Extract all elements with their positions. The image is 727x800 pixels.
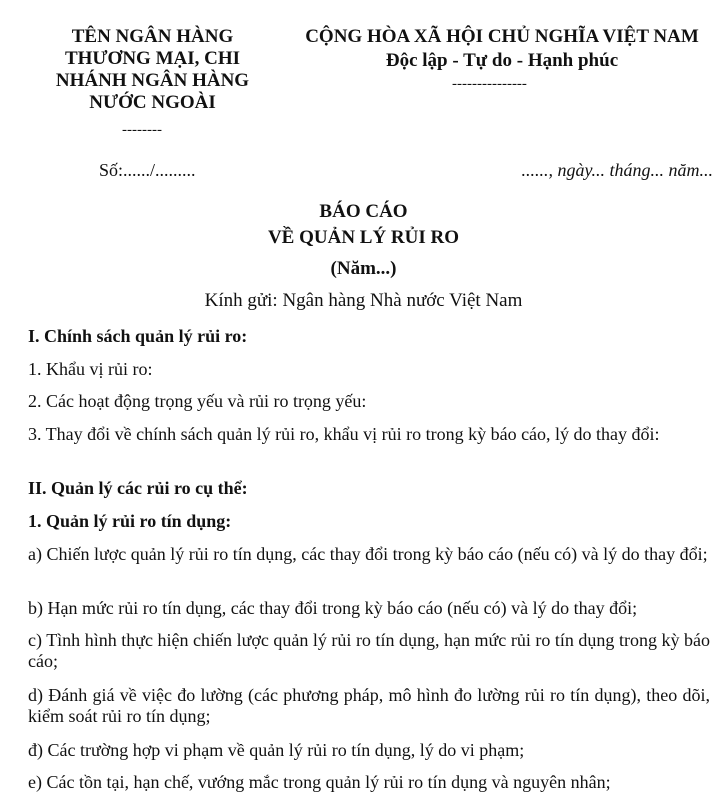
nation-divider: --------------- (452, 76, 527, 92)
paragraph: d) Đánh giá về việc đo lường (các phương pháp, mô hình đo lường rủi ro tín dụng), theo dõi, kiểm soát rủi ro tín dụng; (28, 685, 710, 726)
bank-name-line: NƯỚC NGOÀI (89, 92, 216, 113)
subsection-heading: 1. Quản lý rủi ro tín dụng: (28, 511, 232, 531)
bank-name (40, 26, 265, 114)
document-date: ......, ngày... tháng... năm... (521, 160, 713, 180)
bank-divider: -------- (122, 122, 162, 138)
paragraph: 3. Thay đổi về chính sách quản lý rủi ro, khẩu vị rủi ro trong kỳ báo cáo, lý do thay đổi: (28, 424, 660, 444)
nation-title: CỘNG HÒA XÃ HỘI CHỦ NGHĨA VIỆT NAM (305, 26, 699, 47)
paragraph: b) Hạn mức rủi ro tín dụng, các thay đổi trong kỳ báo cáo (nếu có) và lý do thay đổi; (28, 598, 638, 618)
paragraph: c) Tình hình thực hiện chiến lược quản lý rủi ro tín dụng, hạn mức rủi ro tín dụng trong kỳ báo cáo; (28, 630, 710, 671)
document-number: Số:....../......... (99, 160, 196, 180)
paragraph: 1. Khẩu vị rủi ro: (28, 359, 153, 379)
recipient: Kính gửi: Ngân hàng Nhà nước Việt Nam (204, 290, 523, 311)
bank-name-line: NHÁNH NGÂN HÀNG (55, 70, 250, 91)
report-subtitle: VỀ QUẢN LÝ RỦI RO (267, 227, 460, 248)
paragraph: đ) Các trường hợp vi phạm về quản lý rủi ro tín dụng, lý do vi phạm; (28, 740, 525, 760)
paragraph: a) Chiến lược quản lý rủi ro tín dụng, các thay đổi trong kỳ báo cáo (nếu có) và lý do thay đổi; (28, 544, 708, 564)
section-heading: II. Quản lý các rủi ro cụ thể: (28, 478, 248, 498)
section-heading: I. Chính sách quản lý rủi ro: (28, 326, 248, 346)
bank-name-line: THƯƠNG MẠI, CHI (64, 48, 241, 69)
paragraph: e) Các tồn tại, hạn chế, vướng mắc trong quản lý rủi ro tín dụng và nguyên nhân; (28, 772, 611, 792)
bank-name-line: TÊN NGÂN HÀNG (71, 26, 234, 47)
paragraph: 2. Các hoạt động trọng yếu và rủi ro trọng yếu: (28, 391, 367, 411)
report-title: BÁO CÁO (319, 201, 408, 222)
motto: Độc lập - Tự do - Hạnh phúc (385, 50, 619, 71)
report-year: (Năm...) (330, 258, 397, 279)
